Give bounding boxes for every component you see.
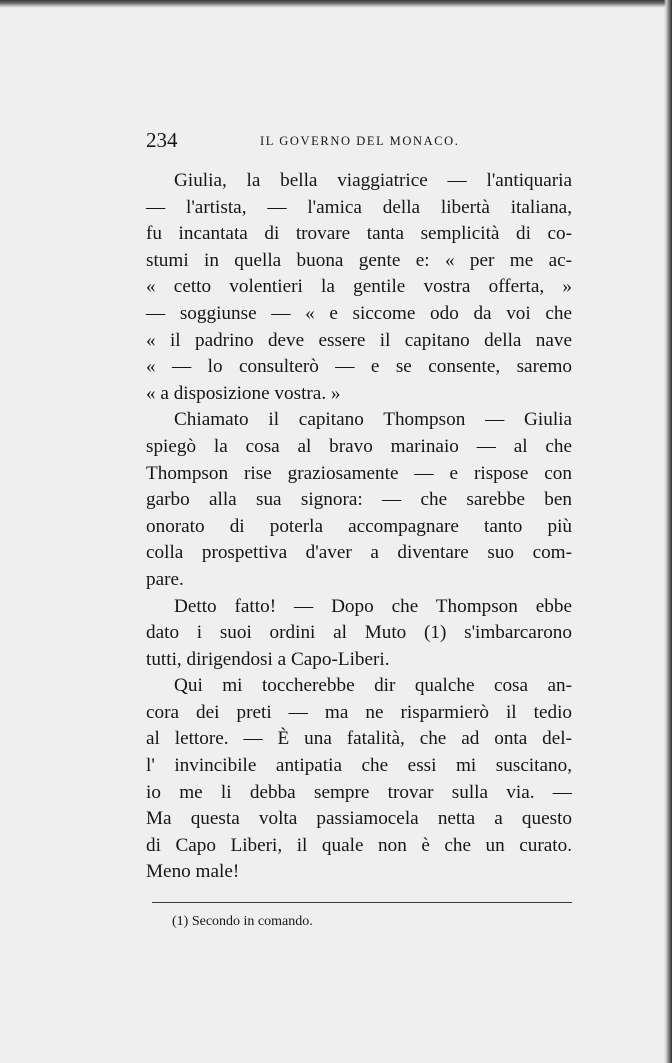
text-line: l' invincibile antipatia che essi mi suscitano, (146, 755, 572, 777)
footnote-rule (152, 902, 572, 903)
text-line: onorato di poterla accompagnare tanto più (146, 515, 572, 537)
page-right-shadow (664, 0, 672, 1063)
text-line: — l'artista, — l'amica della libertà italiana, (146, 196, 572, 218)
text-line: « cetto volentieri la gentile vostra offerta, » (146, 276, 572, 298)
text-line: di Capo Liberi, il quale non è che un curato. (146, 834, 572, 856)
text-line: io me li debba sempre trovar sulla via. — (146, 781, 572, 803)
text-line: « il padrino deve essere il capitano della nave (146, 329, 572, 351)
text-line: garbo alla sua signora: — che sarebbe ben (146, 489, 572, 511)
page-number: 234 (146, 128, 178, 152)
running-head: IL GOVERNO DEL MONACO. (260, 134, 460, 148)
text-line: Thompson rise graziosamente — e rispose con (146, 462, 572, 484)
text-line: — soggiunse — « e siccome odo da voi che (146, 302, 572, 324)
text-line: fu incantata di trovare tanta semplicità di co- (146, 223, 572, 245)
footnote: (1) Secondo in comando. (172, 914, 313, 929)
text-line: al lettore. — È una fatalità, che ad onta del- (146, 728, 572, 750)
text-line: Qui mi toccherebbe dir qualche cosa an- (174, 675, 572, 697)
body-text (146, 168, 572, 886)
text-line: stumi in quella buona gente e: « per me ac- (146, 249, 572, 271)
text-line: tutti, dirigendosi a Capo-Liberi. (146, 648, 390, 670)
text-line: Chiamato il capitano Thompson — Giulia (174, 409, 572, 431)
text-line: « — lo consulterò — e se consente, saremo (146, 356, 572, 378)
text-line: Giulia, la bella viaggiatrice — l'antiquaria (174, 170, 572, 191)
text-line: Detto fatto! — Dopo che Thompson ebbe (174, 595, 572, 617)
text-line: cora dei preti — ma ne risparmierò il tedio (146, 701, 572, 723)
text-line: Ma questa volta passiamocela netta a questo (146, 808, 572, 830)
text-line: spiegò la cosa al bravo marinaio — al che (146, 435, 572, 457)
text-line: pare. (146, 568, 184, 590)
text-line: Meno male! (146, 861, 240, 883)
page-top-shadow (0, 0, 672, 8)
text-line: « a disposizione vostra. » (146, 382, 341, 404)
text-line: dato i suoi ordini al Muto (1) s'imbarcarono (146, 622, 572, 644)
page-header (146, 128, 586, 158)
text-line: colla prospettiva d'aver a diventare suo com- (146, 542, 572, 564)
